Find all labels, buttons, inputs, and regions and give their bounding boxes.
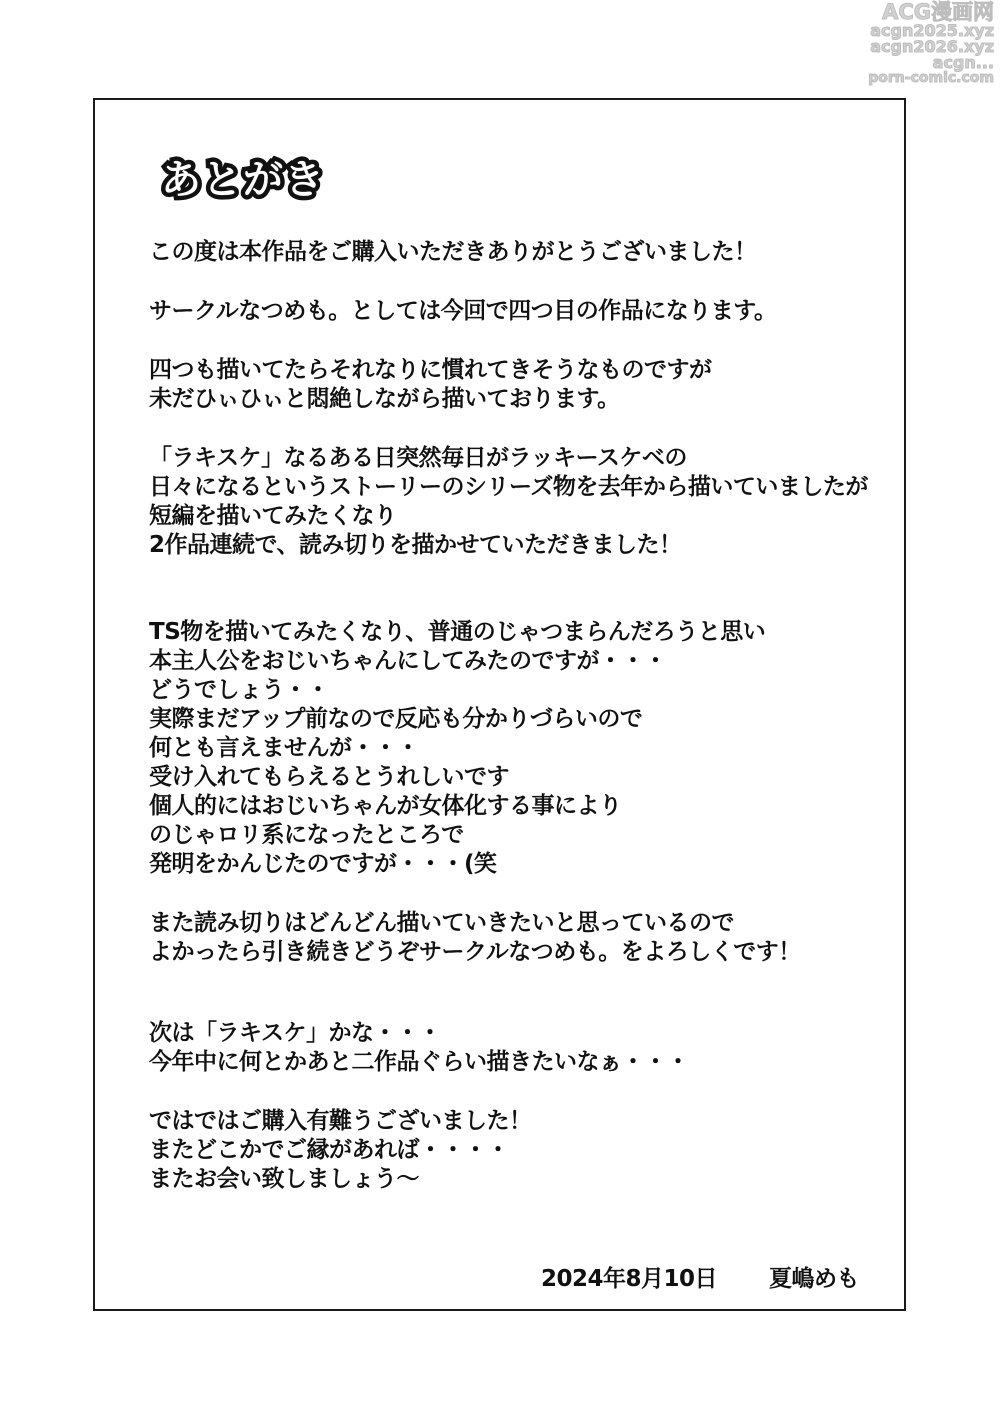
text-line: 四つも描いてたらそれなりに慣れてきそうなものですが — [149, 357, 712, 383]
text-line: 未だひぃひぃと悶絶しながら描いております。 — [149, 386, 620, 412]
site-watermark — [844, 2, 994, 85]
afterword-body — [149, 238, 899, 1194]
paragraph-1 — [149, 238, 899, 267]
text-line: この度は本作品をご購入いただきありがとうございました！ — [149, 239, 757, 265]
text-line: 何とも言えませんが・・・ — [149, 735, 419, 761]
text-line: また読み切りはどんどん描いていきたいと思っているので — [149, 910, 734, 936]
text-line: 受け入れてもらえるとうれしいです — [149, 764, 509, 790]
text-line: 発明をかんじたのですが・・・(笑 — [149, 851, 497, 877]
watermark-line: porn-comic.com — [868, 70, 994, 86]
text-line: サークルなつめも。としては今回で四つ目の作品になります。 — [149, 298, 777, 324]
text-line: 2作品連続で、読み切りを描かせていただきました！ — [149, 532, 682, 558]
text-line: どうでしょう・・ — [149, 677, 329, 703]
afterword-title: あとがき — [161, 156, 325, 203]
watermark-line: acgn2025.xyz — [870, 21, 994, 40]
watermark-line: acgn2026.xyz — [870, 37, 994, 56]
text-line: 日々になるというストーリーのシリーズ物を去年から描いていましたが — [149, 474, 868, 500]
text-line: よかったら引き続きどうぞサークルなつめも。をよろしくです！ — [149, 939, 801, 965]
text-line: 今年中に何とかあと二作品ぐらい描きたいなぁ・・・ — [149, 1049, 689, 1075]
paragraph-7 — [149, 1019, 899, 1077]
text-line: 短編を描いてみたくなり — [149, 503, 397, 529]
text-line: のじゃロリ系になったところで — [149, 822, 464, 848]
text-line: 実際まだアップ前なので反応も分かりづらいので — [149, 706, 643, 732]
afterword-title-box — [151, 150, 335, 202]
paragraph-6 — [149, 909, 899, 967]
signature-date: 2024年8月10日 — [541, 1266, 718, 1292]
paragraph-4 — [149, 444, 899, 560]
watermark-line: ACG漫画网 — [882, 0, 994, 24]
watermark-line: acgn... — [932, 53, 994, 72]
text-line: 本主人公をおじいちゃんにしてみたのですが・・・ — [149, 648, 667, 674]
text-line: またどこかでご縁があれば・・・・ — [149, 1137, 509, 1163]
text-line: 個人的にはおじいちゃんが女体化する事により — [149, 793, 622, 819]
signature — [541, 1265, 859, 1294]
paragraph-3 — [149, 356, 899, 414]
text-line: 次は「ラキスケ」かな・・・ — [149, 1020, 442, 1046]
paragraph-2 — [149, 297, 899, 326]
paragraph-5 — [149, 618, 899, 879]
signature-author: 夏嶋めも — [769, 1266, 860, 1292]
paragraph-8 — [149, 1107, 899, 1194]
text-line: ではではご購入有難うございました！ — [149, 1108, 532, 1134]
text-line: 「ラキスケ」なるある日突然毎日がラッキースケベの — [149, 445, 687, 471]
text-line: またお会い致しましょう〜 — [149, 1166, 419, 1192]
afterword-frame — [93, 98, 906, 1311]
text-line: TS物を描いてみたくなり、普通のじゃつまらんだろうと思い — [149, 619, 766, 645]
